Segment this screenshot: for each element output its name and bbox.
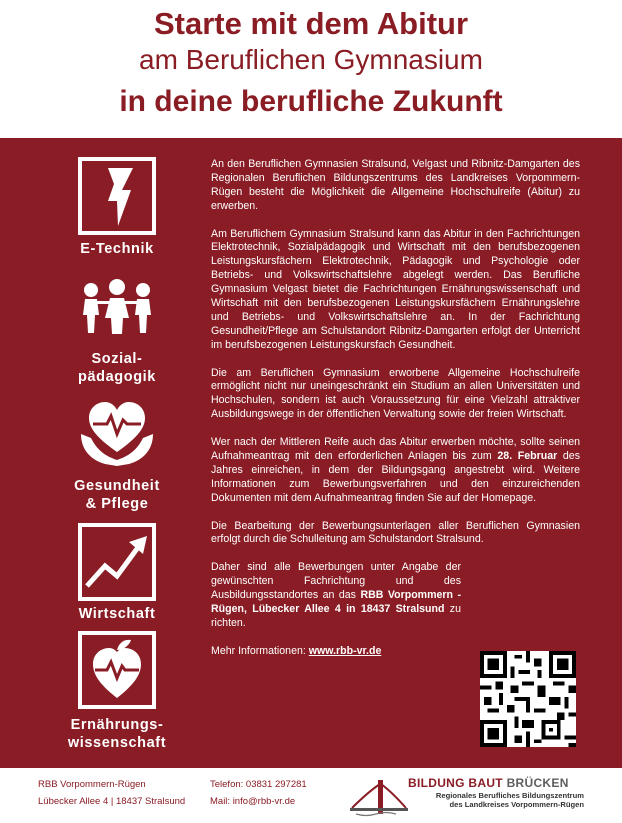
text-span: des Jahres einreichen, in dem der Bildungsgang angestrebt wird. Weitere Informationen zum Bewerbungsverfahren und den einzureichenden Dokumenten mit dem Aufnahmeantrag finden Sie auf der Homepage. xyxy=(211,449,580,504)
label-line: Ernährungs- xyxy=(70,717,164,733)
label-line: pädagogik xyxy=(78,369,156,385)
footer-mail: Mail: info@rbb-vr.de xyxy=(210,796,296,807)
brand-subtitle-line-1: Regionales Berufliches Bildungszentrum xyxy=(435,791,584,800)
body-text xyxy=(211,158,580,659)
address-bold: RBB Vorpommern - Rügen, Lübecker Allee 4 in 18437 Stralsund xyxy=(211,589,461,615)
label-line: Sozial- xyxy=(91,351,143,367)
brand-subtitle xyxy=(436,791,584,809)
children-icon xyxy=(77,268,157,348)
heart-hands-icon xyxy=(77,394,157,474)
label-e-technik xyxy=(42,240,192,258)
headline-line-3: in deine berufliche Zukunft xyxy=(119,85,503,118)
label-line: Wirtschaft xyxy=(78,606,156,622)
brand-title xyxy=(408,776,569,790)
label-line: & Pflege xyxy=(85,496,149,512)
website-link[interactable]: www.rbb-vr.de xyxy=(308,644,382,657)
paragraph-hochschulreife: Die am Beruflichen Gymnasium erworbene Allgemeine Hochschulreife ermöglicht nicht nur uneingeschränkt ein Studium an allen Universitäten und Hochschulen, sondern ist auch Voraussetzung für eine Vielzahl attraktiver Ausbildungswege in der öffentlichen Verwaltung sowie der freien Wirtschaft. xyxy=(211,366,580,421)
footer-address: Lübecker Allee 4 | 18437 Stralsund xyxy=(38,796,186,807)
footer-contact-block xyxy=(210,776,307,810)
footer-phone: Telefon: 03831 297281 xyxy=(210,779,307,790)
bridge-icon xyxy=(350,776,408,818)
text-span: Daher sind alle Bewerbungen unter Angabe der gewünschten Fachrichtung und des Ausbildungsstandortes an das xyxy=(211,561,461,602)
label-ernaehrungswissenschaft xyxy=(42,716,192,752)
footer-org: RBB Vorpommern-Rügen xyxy=(38,779,146,790)
paragraph-deadline xyxy=(211,436,580,506)
footer-address-block xyxy=(38,776,185,810)
label-line: Gesundheit xyxy=(74,478,160,494)
brand-logo xyxy=(350,776,612,820)
header xyxy=(0,0,622,138)
lightning-icon xyxy=(77,156,157,236)
text-span: zu richten. xyxy=(211,602,461,629)
qr-code[interactable] xyxy=(480,651,576,747)
headline-line-2: am Beruflichen Gymnasium xyxy=(139,44,483,75)
label-line: E-Technik xyxy=(80,241,154,257)
label-sozialpaedagogik xyxy=(42,350,192,386)
brand-subtitle-line-2: des Landkreises Vorpommern-Rügen xyxy=(449,800,584,809)
footer xyxy=(0,768,622,823)
paragraph-bearbeitung: Die Bearbeitung der Bewerbungsunterlagen aller Beruflichen Gymnasien erfolgt durch die Schulleitung am Schulstandort Stralsund. xyxy=(211,519,580,546)
headline-line-1: Starte mit dem Abitur xyxy=(153,6,469,41)
deadline-date: 28. Februar xyxy=(497,449,558,462)
more-info-label: Mehr Informationen: xyxy=(211,644,309,657)
label-line: wissenschaft xyxy=(67,735,167,751)
label-gesundheit-pflege xyxy=(42,477,192,513)
paragraph-address xyxy=(211,561,461,631)
brand-title-b: BRÜCKEN xyxy=(506,776,569,790)
text-span: Wer nach der Mittleren Reife auch das Abitur erwerben möchte, sollte seinen Aufnahmeantrag mit den erforderlichen Anlagen bis zum xyxy=(211,436,580,462)
paragraph-stralsund: Am Beruflichem Gymnasium Stralsund kann das Abitur in den Fachrichtungen Elektrotechnik, Sozialpädagogik und Wirtschaft mit den berufsbezogenen Leistungskursfächern Elektrotechnik, Pädagogik und Psychologie oder Betriebs- und Volkswirtschaftslehre abgelegt werden. Das Berufliche Gymnasium Velgast bietet die Fachrichtungen Ernährungswissenschaft und Wirtschaft mit den berufsbezogenen Leistungskursfächern Ernährungslehre und Betriebs- und Volkswirtschaftslehre an. In der Fachrichtung Gesundheit/Pflege am Schulstandort Ribnitz-Damgarten erfolgt der Unterricht im berufsbezogenen Leistungskursfach Gesundheit. xyxy=(211,227,580,351)
label-wirtschaft xyxy=(42,605,192,623)
paragraph-intro: An den Beruflichen Gymnasien Stralsund, Velgast und Ribnitz-Damgarten des Regionalen Beruflichen Bildungszentrums des Landkreises Vorpommern-Rügen besteht die Möglichkeit die Allgemeine Hochschulreife (Abitur) zu erwerben. xyxy=(211,158,580,212)
apple-heartbeat-icon xyxy=(77,630,157,710)
brand-title-a: BILDUNG BAUT xyxy=(408,776,507,790)
growth-chart-icon xyxy=(77,522,157,602)
content-panel xyxy=(0,138,622,768)
